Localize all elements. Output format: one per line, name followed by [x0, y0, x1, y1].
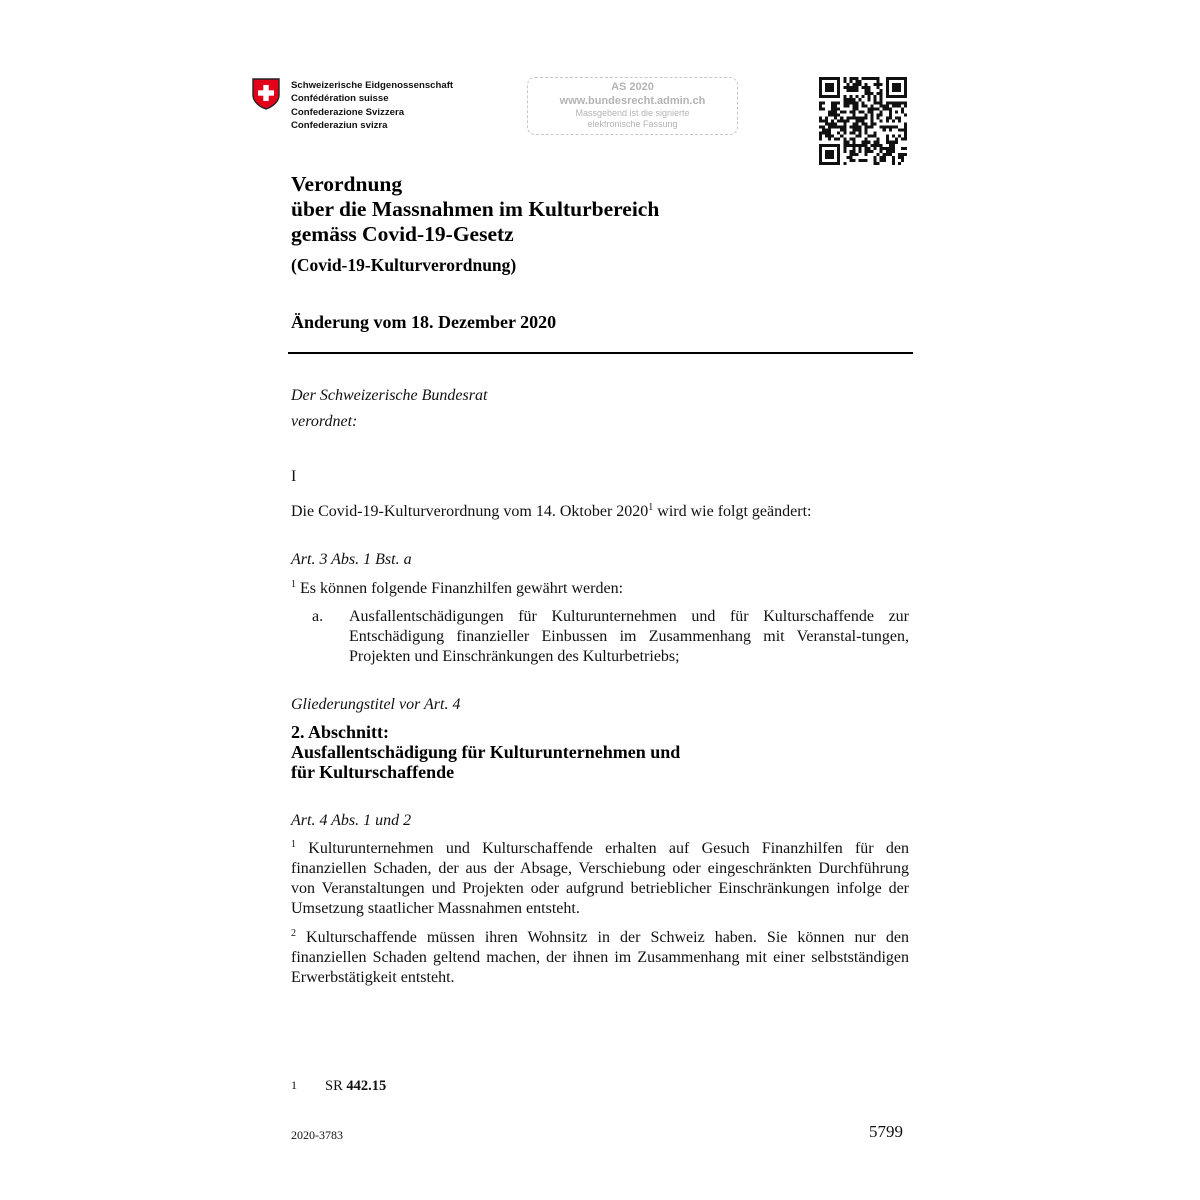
art3-item-letter: a. [312, 608, 324, 625]
confederation-name-rm: Confederaziun svizra [291, 120, 388, 132]
intro-text-end: wird wie folgt geändert: [653, 503, 812, 520]
intro-text: Die Covid-19-Kulturverordnung vom 14. Oktober 2020 [291, 503, 649, 520]
confederation-names [291, 79, 453, 133]
confederation-name-fr: Confédération suisse [291, 93, 389, 105]
section-title-line: Ausfallentschädigung für Kulturunternehmen und [291, 742, 681, 762]
footnote-number: 1 [291, 1078, 297, 1092]
title-line: Verordnung [291, 172, 403, 196]
amendment-intro [291, 502, 811, 522]
section-title [291, 722, 680, 782]
issuer-block [291, 383, 487, 435]
footnote-text [325, 1078, 386, 1095]
confederation-name-it: Confederazione Svizzera [291, 106, 405, 118]
short-title: (Covid-19-Kulturverordnung) [291, 255, 517, 275]
section-title-line: 2. Abschnitt: [291, 722, 390, 742]
amendment-date: Änderung vom 18. Dezember 2020 [291, 312, 557, 332]
official-publication-stamp [527, 77, 738, 135]
document-id: 2020-3783 [291, 1128, 343, 1142]
art4-paragraph-2 [291, 928, 909, 988]
paragraph-number: 1 [291, 579, 296, 590]
section-title-line: für Kulturschaffende [291, 762, 455, 782]
art3-heading: Art. 3 Abs. 1 Bst. a [291, 551, 412, 568]
art3-paragraph [291, 579, 623, 599]
paragraph-number: 2 [291, 928, 296, 939]
art3-item-text: Ausfallentschädigungen für Kulturunternehmen und für Kulturschaffende zur Entschädigung finanzieller Einbussen im Zusammenhang mit Veranstal-tungen, Projekten und Einschränkungen des Kulturbetriebs; [349, 608, 909, 665]
qr-code-icon [819, 77, 907, 165]
footnote-prefix: SR [325, 1078, 347, 1094]
issuer-verb: verordnet: [291, 413, 358, 430]
footnote-ref: 1 [648, 502, 654, 513]
paragraph-text: Kulturunternehmen und Kulturschaffende erhalten auf Gesuch Finanzhilfen für den finanziellen Schaden, der aus der Absage, Verschiebung oder eingeschränkten Durchführung von Veranstaltungen und Projekten oder aufgrund betrieblicher Einschränkungen infolge der Umsetzung staatlicher Massnahmen entsteht. [291, 840, 909, 917]
gliederung-heading: Gliederungstitel vor Art. 4 [291, 696, 461, 713]
paragraph-number: 1 [291, 839, 296, 850]
stamp-url: www.bundesrecht.admin.ch [559, 95, 706, 107]
stamp-note-line1: Massgebend ist die signierte [575, 108, 690, 118]
paragraph-text: Kulturschaffende müssen ihren Wohnsitz in der Schweiz haben. Sie können nur den finanziellen Schaden geltend machen, der ihnen im Zusammenhang mit einer selbstständigen Erwerbstätigkeit entsteht. [291, 929, 909, 986]
title-line: über die Massnahmen im Kulturbereich [291, 197, 660, 221]
part-number: I [291, 468, 297, 485]
qr-modules [819, 77, 907, 165]
page-number: 5799 [869, 1122, 903, 1141]
stamp-note-line2: elektronische Fassung [587, 119, 678, 129]
art4-heading: Art. 4 Abs. 1 und 2 [291, 812, 412, 829]
document-title [291, 172, 659, 247]
art4-paragraph-1 [291, 839, 909, 919]
title-divider [288, 352, 913, 354]
title-line: gemäss Covid-19-Gesetz [291, 222, 514, 246]
paragraph-text: Es können folgende Finanzhilfen gewährt werden: [296, 580, 624, 597]
stamp-collection: AS 2020 [611, 81, 654, 93]
issuer-name: Der Schweizerische Bundesrat [291, 387, 488, 404]
footnote-ref-number: 442.15 [346, 1078, 387, 1094]
confederation-name-de: Schweizerische Eidgenossenschaft [291, 80, 454, 91]
swiss-cross-shield-icon [252, 78, 280, 110]
